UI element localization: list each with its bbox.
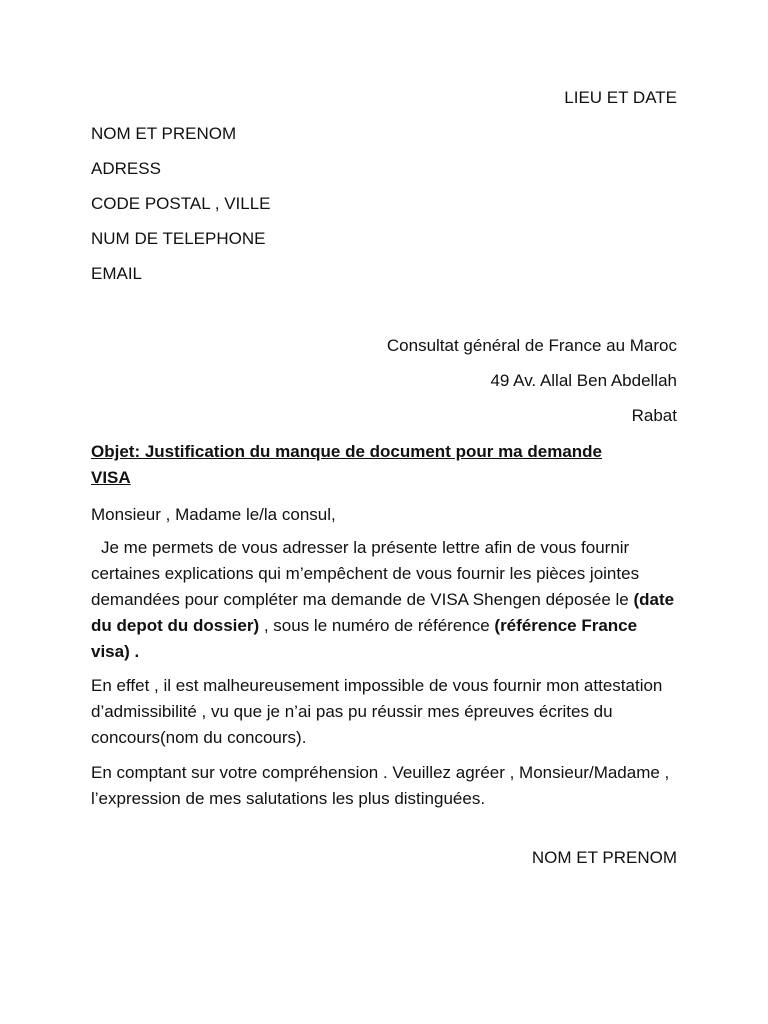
sender-phone: NUM DE TELEPHONE [91, 229, 266, 248]
p1-deposit-date: (date du depot du dossier) [91, 590, 675, 635]
body-paragraph-3: En comptant sur votre compréhension . Veuillez agréer , Monsieur/Madame , l’expression de mes salutations les plus distinguées. [91, 763, 670, 808]
sender-email: EMAIL [91, 264, 143, 283]
p1-text-2: , sous le numéro de référence [259, 616, 495, 635]
subject-line-1: Objet: Justification du manque de document pour ma demande [91, 442, 602, 461]
place-date: LIEU ET DATE [564, 88, 677, 107]
recipient-name: Consultat général de France au Maroc [386, 336, 677, 355]
body-paragraph-1 [91, 535, 677, 665]
subject-line-2: VISA [91, 468, 131, 487]
letter-page [91, 0, 677, 1024]
signature: NOM ET PRENOM [531, 848, 677, 867]
recipient-street: 49 Av. Allal Ben Abdellah [490, 371, 677, 390]
sender-postal-city: CODE POSTAL , VILLE [91, 194, 271, 213]
sender-name: NOM ET PRENOM [91, 124, 237, 143]
p1-text-1: Je me permets de vous adresser la présente lettre afin de vous fournir certaines explications qui m’empêchent de vous fournir les pièces jointes demandées pour compléter ma demande de VISA Shengen déposée le [91, 538, 640, 609]
sender-address: ADRESS [91, 159, 161, 178]
recipient-city: Rabat [631, 406, 677, 425]
body-paragraph-2: En effet , il est malheureusement impossible de vous fournir mon attestation d’admissibilité , vu que je n’ai pas pu réussir mes épreuves écrites du concours(nom du concours). [91, 676, 663, 747]
salutation: Monsieur , Madame le/la consul, [91, 505, 336, 524]
p1-reference: (référence France visa) . [91, 616, 638, 661]
